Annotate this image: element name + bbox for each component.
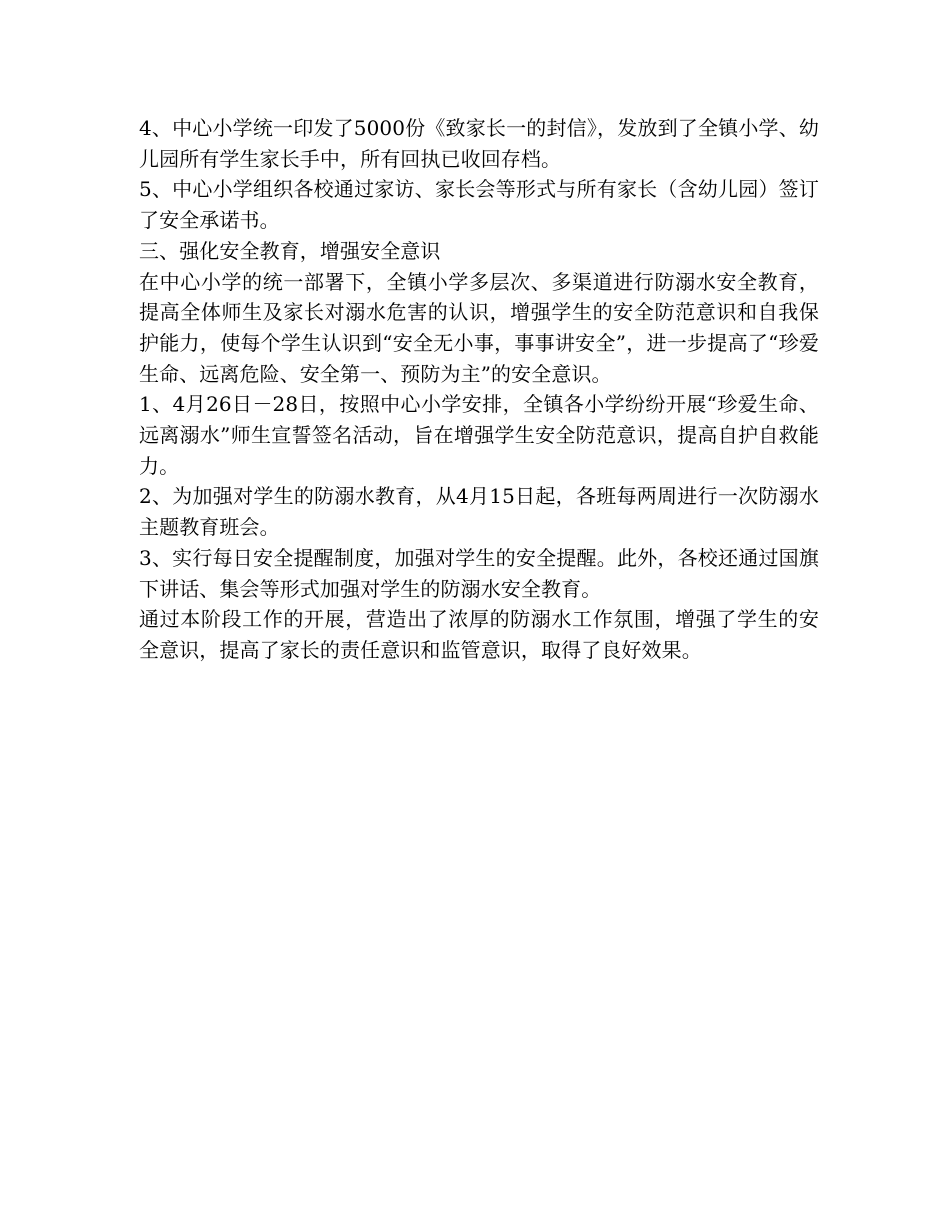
- conclusion-paragraph: 通过本阶段工作的开展，营造出了浓厚的防溺水工作氛围，增强了学生的安全意识，提高了家长的责任意识和监管意识，取得了良好效果。: [139, 607, 819, 662]
- section-intro-paragraph: 在中心小学的统一部署下，全镇小学多层次、多渠道进行防溺水安全教育，提高全体师生及家长对溺水危害的认识，增强学生的安全防范意识和自我保护能力，使每个学生认识到“安全无小事，事事讲安全”，进一步提高了“珍爱生命、远离危险、安全第一、预防为主”的安全意识。: [139, 269, 819, 386]
- section-heading: 三、强化安全教育，增强安全意识: [139, 238, 441, 263]
- paragraph-item-1: 1、4月26日－28日，按照中心小学安排，全镇各小学纷纷开展“珍爱生命、远离溺水”师生宣誓签名活动，旨在增强学生安全防范意识，提高自护自救能力。: [139, 392, 819, 478]
- document-body: [139, 113, 819, 666]
- paragraph-item-5: 5、中心小学组织各校通过家访、家长会等形式与所有家长（含幼儿园）签订了安全承诺书。: [139, 177, 819, 233]
- paragraph-item-2: 2、为加强对学生的防溺水教育，从4月15日起，各班每两周进行一次防溺水主题教育班会。: [139, 484, 819, 540]
- paragraph-item-4: 4、中心小学统一印发了5000份《致家长一的封信》，发放到了全镇小学、幼儿园所有学生家长手中，所有回执已收回存档。: [139, 116, 819, 171]
- paragraph-item-3: 3、实行每日安全提醒制度，加强对学生的安全提醒。此外，各校还通过国旗下讲话、集会等形式加强对学生的防溺水安全教育。: [139, 545, 819, 601]
